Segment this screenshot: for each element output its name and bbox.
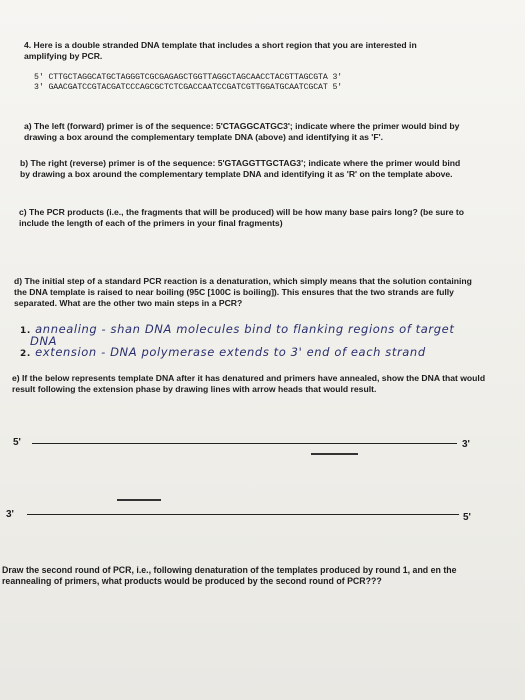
template-bottom-strand bbox=[34, 82, 342, 93]
second-round-question: Draw the second round of PCR, i.e., following denaturation of the templates produced by round 1, and en the reannealing of primers, what products would be produced by the second round of PCR??? bbox=[2, 565, 457, 586]
question-e: e) If the below represents template DNA after it has denatured and primers have annealed, show the DNA that would result following the extension phase by drawing lines with arrow heads that would result. bbox=[12, 373, 486, 394]
top-strand-3prime: 3' bbox=[332, 73, 343, 82]
question-d: d) The initial step of a standard PCR reaction is a denaturation, which simply means that the solution containing the DNA template is raised to near boiling (95C [100C is boiling]). This ensures that the two strands are fully separated. What are the other two main steps in a PCR? bbox=[14, 276, 472, 308]
diagram-top-left-label: 5' bbox=[13, 437, 21, 448]
top-primer-line bbox=[311, 453, 358, 455]
bottom-strand-5prime: 5' bbox=[332, 83, 343, 92]
answer-2-number: 2. bbox=[20, 349, 31, 359]
top-strand-5prime: 5' bbox=[34, 73, 44, 82]
bottom-strand-sequence: GAACGATCCGTACGATCCCAGCGCTCTCGACCAATCCGATCGTTGGATGCAATCGCAT bbox=[48, 83, 328, 92]
handwritten-answer-1-cont: DNA bbox=[30, 334, 58, 348]
question-b: b) The right (reverse) primer is of the sequence: 5'GTAGGTTGCTAG3'; indicate where the primer would bind by drawing a box around the complementary template DNA and identifying it as 'R' on the template above. bbox=[20, 158, 461, 179]
diagram-bottom-right-label: 5' bbox=[463, 512, 471, 523]
question-a: a) The left (forward) primer is of the sequence: 5'CTAGGCATGC3'; indicate where the primer would bind by drawing a box around the complementary template DNA (above) and identifying it as 'F'. bbox=[24, 121, 460, 142]
top-template-strand-line bbox=[32, 443, 457, 444]
diagram-bottom-left-label: 3' bbox=[6, 509, 14, 520]
handwritten-answer-2 bbox=[20, 345, 426, 359]
bottom-strand-3prime: 3' bbox=[34, 83, 44, 92]
diagram-top-right-label: 3' bbox=[462, 439, 470, 450]
answer-2-text: extension - DNA polymerase extends to 3' end of each strand bbox=[35, 345, 426, 359]
bottom-primer-line bbox=[117, 499, 161, 501]
question-c: c) The PCR products (i.e., the fragments that will be produced) will be how many base pairs long? (be sure to include the length of each of the primers in your final fragments) bbox=[19, 207, 465, 228]
answer-1-number: 1. bbox=[20, 326, 31, 336]
question-4-intro: 4. Here is a double stranded DNA template that includes a short region that you are interested in amplifying by PCR. bbox=[24, 40, 417, 61]
answer-1-text: annealing - shan DNA molecules bind to flanking regions of target bbox=[35, 322, 455, 336]
bottom-template-strand-line bbox=[27, 514, 459, 515]
top-strand-sequence: CTTGCTAGGCATGCTAGGGTCGCGAGAGCTGGTTAGGCTAGCAACCTACGTTAGCGTA bbox=[48, 73, 328, 82]
handwritten-answer-1 bbox=[20, 322, 454, 336]
